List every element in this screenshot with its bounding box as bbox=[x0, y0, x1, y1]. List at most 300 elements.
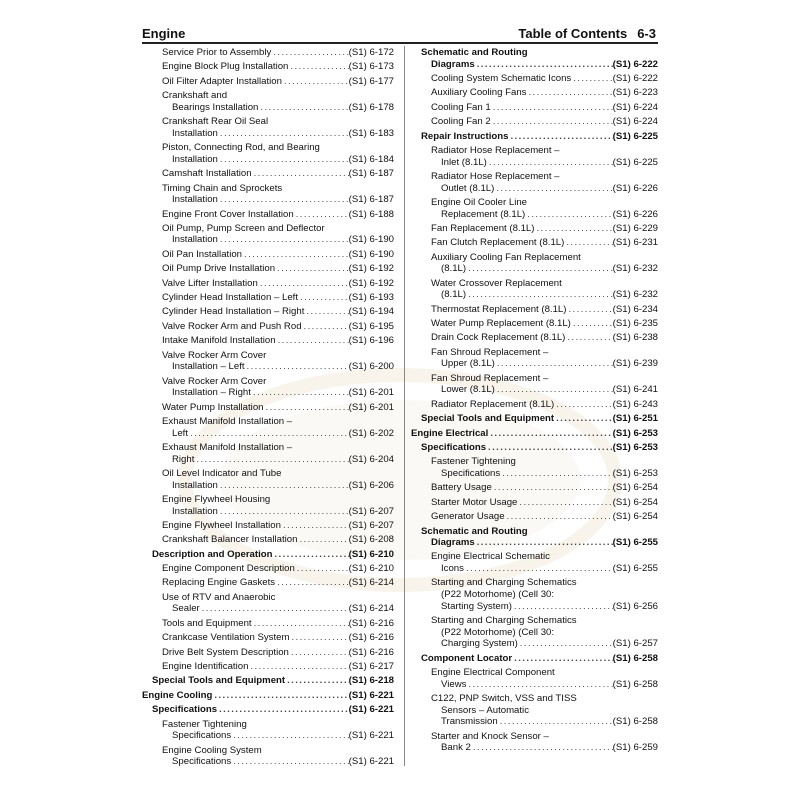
toc-entry-title: Engine Block Plug Installation bbox=[162, 61, 289, 73]
toc-entry[interactable] bbox=[142, 416, 394, 439]
toc-entry-title: Installation – Right bbox=[172, 387, 251, 399]
toc-entry-title: Engine Flywheel Installation bbox=[162, 519, 281, 531]
toc-entry[interactable] bbox=[411, 131, 658, 143]
toc-entry[interactable] bbox=[142, 61, 394, 73]
toc-entry[interactable] bbox=[142, 402, 394, 414]
toc-page-ref: (S1) 6-234 bbox=[612, 303, 658, 315]
toc-entry[interactable] bbox=[411, 551, 658, 574]
toc-entry-title: Radiator Hose Replacement – bbox=[431, 170, 560, 182]
toc-entry[interactable] bbox=[411, 413, 658, 425]
toc-entry-title: Valve Rocker Arm Cover bbox=[162, 375, 267, 387]
toc-entry-title: Valve Lifter Installation bbox=[162, 277, 258, 289]
toc-entry[interactable] bbox=[142, 183, 394, 206]
toc-entry-title: Engine Identification bbox=[162, 661, 249, 673]
toc-entry-title: Installation bbox=[172, 479, 218, 491]
toc-page-ref: (S1) 6-184 bbox=[348, 153, 394, 165]
toc-entry[interactable] bbox=[411, 428, 658, 440]
toc-entry[interactable] bbox=[142, 563, 394, 575]
toc-entry-title: Engine Cooling bbox=[142, 689, 213, 701]
toc-entry[interactable] bbox=[411, 252, 658, 275]
toc-entry-title: Fan Replacement (8.1L) bbox=[431, 222, 535, 234]
toc-entry[interactable] bbox=[142, 47, 394, 59]
toc-page-ref: (S1) 6-221 bbox=[348, 704, 394, 716]
dot-leader bbox=[188, 428, 349, 440]
toc-entry-title: Exhaust Manifold Installation – bbox=[162, 415, 293, 427]
toc-entry[interactable] bbox=[411, 145, 658, 168]
toc-entry[interactable] bbox=[411, 442, 658, 454]
toc-entry-title: Oil Filter Adapter Installation bbox=[162, 75, 282, 87]
toc-entry-title: Specifications bbox=[441, 467, 501, 479]
toc-entry[interactable] bbox=[142, 577, 394, 589]
toc-page-ref: (S1) 6-178 bbox=[348, 101, 394, 113]
dot-leader bbox=[571, 318, 613, 330]
toc-entry[interactable] bbox=[142, 442, 394, 465]
dot-leader bbox=[252, 168, 349, 180]
toc-entry[interactable] bbox=[142, 704, 394, 716]
toc-page-ref: (S1) 6-208 bbox=[348, 534, 394, 546]
dot-leader bbox=[464, 563, 613, 575]
dot-leader bbox=[564, 237, 612, 249]
toc-entry-title: Specifications bbox=[152, 704, 218, 716]
toc-entry[interactable] bbox=[411, 197, 658, 220]
dot-leader bbox=[218, 154, 349, 166]
toc-entry-title: Crankshaft Balancer Installation bbox=[162, 534, 298, 546]
toc-page-ref: (S1) 6-188 bbox=[348, 208, 394, 220]
toc-entry[interactable] bbox=[411, 278, 658, 301]
toc-page-ref: (S1) 6-207 bbox=[348, 505, 394, 517]
toc-entry[interactable] bbox=[142, 116, 394, 139]
toc-entry[interactable] bbox=[142, 719, 394, 742]
dot-leader bbox=[258, 102, 348, 114]
toc-page-ref: (S1) 6-231 bbox=[612, 237, 658, 249]
toc-page-ref: (S1) 6-251 bbox=[612, 413, 658, 425]
toc-page-ref: (S1) 6-216 bbox=[348, 617, 394, 629]
toc-entry[interactable] bbox=[142, 376, 394, 399]
dot-leader bbox=[218, 194, 349, 206]
toc-entry[interactable] bbox=[142, 321, 394, 333]
toc-entry-title: Oil Pump, Pump Screen and Deflector bbox=[162, 222, 325, 234]
toc-entry-title: (P22 Motorhome) (Cell 30: bbox=[441, 589, 555, 601]
toc-entry[interactable] bbox=[142, 549, 394, 561]
toc-entry[interactable] bbox=[142, 209, 394, 221]
toc-entry-title: Fan Shroud Replacement – bbox=[431, 346, 549, 358]
toc-entry-title: Engine Oil Cooler Line bbox=[431, 196, 527, 208]
toc-page-ref: (S1) 6-221 bbox=[348, 730, 394, 742]
toc-entry-title: Starting System) bbox=[441, 600, 512, 612]
toc-entry-title: Service Prior to Assembly bbox=[162, 47, 272, 58]
toc-entry-title: Thermostat Replacement (8.1L) bbox=[431, 303, 567, 315]
dot-leader bbox=[248, 661, 348, 673]
toc-entry-title: Bearings Installation bbox=[172, 101, 259, 113]
toc-entry[interactable] bbox=[411, 653, 658, 665]
dot-leader bbox=[492, 482, 613, 494]
toc-entry[interactable] bbox=[142, 335, 394, 347]
dot-leader bbox=[251, 387, 349, 399]
dot-leader bbox=[194, 454, 348, 466]
toc-page-ref: (S1) 6-225 bbox=[612, 130, 658, 142]
toc-page-ref: (S1) 6-253 bbox=[612, 441, 658, 453]
dot-leader bbox=[508, 131, 612, 143]
dot-leader bbox=[571, 73, 612, 85]
toc-page-ref: (S1) 6-210 bbox=[348, 548, 394, 560]
dot-leader bbox=[212, 690, 348, 702]
toc-entry[interactable] bbox=[142, 76, 394, 88]
toc-entry[interactable] bbox=[411, 526, 658, 549]
toc-entry-title: Engine Component Description bbox=[162, 563, 295, 575]
dot-leader bbox=[500, 468, 612, 480]
toc-entry[interactable] bbox=[411, 47, 658, 70]
toc-entry-title: Specifications bbox=[421, 441, 487, 453]
toc-entry-title: Crankshaft Rear Oil Seal bbox=[162, 116, 269, 128]
dot-leader bbox=[517, 497, 612, 509]
toc-entry[interactable] bbox=[142, 249, 394, 261]
toc-entry-title: Schematic and Routing bbox=[421, 525, 528, 537]
toc-page-ref: (S1) 6-193 bbox=[348, 292, 394, 304]
dot-leader bbox=[275, 577, 349, 589]
toc-entry-title: Crankcase Ventilation System bbox=[162, 632, 290, 644]
toc-page-ref: (S1) 6-232 bbox=[612, 289, 658, 301]
dot-leader bbox=[466, 289, 613, 301]
dot-leader bbox=[495, 358, 613, 370]
toc-page-ref: (S1) 6-210 bbox=[348, 563, 394, 575]
toc-entry[interactable] bbox=[411, 511, 658, 523]
dot-leader bbox=[565, 332, 612, 344]
toc-entry[interactable] bbox=[142, 632, 394, 644]
toc-page-ref: (S1) 6-218 bbox=[348, 675, 394, 687]
toc-page-ref: (S1) 6-222 bbox=[612, 72, 658, 84]
toc-entry-title: Oil Level Indicator and Tube bbox=[162, 467, 282, 479]
toc-page-ref: (S1) 6-207 bbox=[348, 519, 394, 531]
toc-entry-title: Camshaft Installation bbox=[162, 168, 252, 180]
page-number: 6-3 bbox=[637, 26, 656, 41]
toc-page-ref: (S1) 6-235 bbox=[612, 318, 658, 330]
toc-page-ref: (S1) 6-256 bbox=[612, 600, 658, 612]
dot-leader bbox=[200, 603, 349, 615]
dot-leader bbox=[295, 563, 349, 575]
toc-entry-title: Radiator Hose Replacement – bbox=[431, 144, 560, 156]
toc-page-ref: (S1) 6-255 bbox=[612, 563, 658, 575]
toc-entry[interactable] bbox=[411, 318, 658, 330]
toc-entry[interactable] bbox=[411, 116, 658, 128]
dot-leader bbox=[218, 506, 349, 518]
toc-entry[interactable] bbox=[142, 223, 394, 246]
toc-entry-title: Valve Rocker Arm and Push Rod bbox=[162, 320, 302, 332]
toc-entry-title: Engine Electrical Schematic bbox=[431, 551, 550, 563]
toc-entry[interactable] bbox=[411, 482, 658, 494]
toc-entry[interactable] bbox=[142, 306, 394, 318]
toc-page-ref: (S1) 6-183 bbox=[348, 127, 394, 139]
toc-entry-title: Engine Electrical bbox=[411, 427, 489, 439]
toc-page-ref: (S1) 6-229 bbox=[612, 222, 658, 234]
toc-entry-title: Timing Chain and Sprockets bbox=[162, 182, 283, 194]
toc-page-ref: (S1) 6-225 bbox=[612, 156, 658, 168]
toc-page-ref: (S1) 6-173 bbox=[348, 61, 394, 73]
toc-page-ref: (S1) 6-201 bbox=[348, 401, 394, 413]
toc-entry[interactable] bbox=[142, 278, 394, 290]
toc-entry-title: C122, PNP Switch, VSS and TISS bbox=[431, 693, 577, 704]
toc-page-ref: (S1) 6-177 bbox=[348, 75, 394, 87]
toc-entry[interactable] bbox=[142, 661, 394, 673]
toc-entry-title: Upper (8.1L) bbox=[441, 358, 495, 370]
toc-entry[interactable] bbox=[142, 647, 394, 659]
dot-leader bbox=[242, 249, 349, 261]
dot-leader bbox=[466, 679, 612, 691]
toc-entry-title: Charging System) bbox=[441, 638, 518, 650]
toc-page-ref: (S1) 6-187 bbox=[348, 168, 394, 180]
toc-page-ref: (S1) 6-221 bbox=[348, 756, 394, 768]
toc-entry-title: Water Pump Installation bbox=[162, 401, 264, 413]
dot-leader bbox=[298, 292, 349, 304]
toc-entry-title: Starting and Charging Schematics bbox=[431, 615, 577, 627]
toc-column-right bbox=[411, 47, 658, 757]
toc-page-ref: (S1) 6-222 bbox=[612, 58, 658, 70]
toc-entry[interactable] bbox=[411, 87, 658, 99]
dot-leader bbox=[275, 263, 349, 275]
toc-entry[interactable] bbox=[142, 745, 394, 768]
toc-entry-title: Bank 2 bbox=[441, 742, 471, 754]
toc-entry-title: Replacing Engine Gaskets bbox=[162, 577, 276, 589]
toc-entry-title: Cooling Fan 1 bbox=[431, 101, 491, 113]
dot-leader bbox=[304, 306, 348, 318]
toc-entry-title: Special Tools and Equipment bbox=[152, 675, 286, 687]
dot-leader bbox=[281, 520, 349, 532]
dot-leader bbox=[231, 730, 348, 742]
toc-page-ref: (S1) 6-206 bbox=[348, 479, 394, 491]
toc-entry[interactable] bbox=[411, 693, 658, 728]
dot-leader bbox=[525, 209, 612, 221]
toc-entry-title: Views bbox=[441, 678, 467, 690]
dot-leader bbox=[302, 321, 349, 333]
dot-leader bbox=[534, 223, 612, 235]
toc-entry[interactable] bbox=[411, 373, 658, 396]
dot-leader bbox=[487, 157, 613, 169]
dot-leader bbox=[218, 234, 349, 246]
toc-entry-title: Starter Motor Usage bbox=[431, 496, 518, 508]
toc-entry-title: Engine Cooling System bbox=[162, 744, 262, 756]
toc-entry-title: Engine Electrical Component bbox=[431, 667, 555, 679]
toc-page-ref: (S1) 6-255 bbox=[612, 537, 658, 549]
toc-entry[interactable] bbox=[411, 73, 658, 85]
toc-heading bbox=[518, 26, 656, 41]
toc-page-ref: (S1) 6-254 bbox=[612, 496, 658, 508]
toc-entry[interactable] bbox=[411, 399, 658, 411]
dot-leader bbox=[526, 87, 612, 99]
toc-entry[interactable] bbox=[411, 731, 658, 754]
toc-page-ref: (S1) 6-223 bbox=[612, 87, 658, 99]
toc-entry-title: Component Locator bbox=[421, 652, 513, 664]
toc-page-ref: (S1) 6-241 bbox=[612, 384, 658, 396]
toc-entry-title: Transmission bbox=[441, 716, 498, 728]
toc-page-ref: (S1) 6-187 bbox=[348, 194, 394, 206]
dot-leader bbox=[512, 601, 613, 613]
toc-entry[interactable] bbox=[411, 667, 658, 690]
toc-title: Table of Contents bbox=[518, 26, 628, 41]
toc-entry-title: Drain Cock Replacement (8.1L) bbox=[431, 332, 566, 344]
toc-page-ref: (S1) 6-253 bbox=[612, 467, 658, 479]
toc-entry-title: Radiator Replacement (8.1L) bbox=[431, 398, 555, 410]
toc-entry[interactable] bbox=[142, 690, 394, 702]
dot-leader bbox=[285, 675, 349, 687]
toc-entry[interactable] bbox=[142, 468, 394, 491]
page-header bbox=[142, 23, 656, 43]
dot-leader bbox=[498, 716, 613, 728]
toc-entry-title: Oil Pan Installation bbox=[162, 248, 242, 260]
toc-entry[interactable] bbox=[411, 237, 658, 249]
dot-leader bbox=[491, 116, 613, 128]
dot-leader bbox=[495, 384, 613, 396]
toc-page-ref: (S1) 6-238 bbox=[612, 332, 658, 344]
dot-leader bbox=[264, 402, 349, 414]
toc-page-ref: (S1) 6-254 bbox=[612, 511, 658, 523]
toc-entry[interactable] bbox=[142, 263, 394, 275]
dot-leader bbox=[566, 304, 612, 316]
toc-page-ref: (S1) 6-214 bbox=[348, 603, 394, 615]
toc-entry-title: Tools and Equipment bbox=[162, 617, 252, 629]
toc-entry-title: Special Tools and Equipment bbox=[421, 413, 555, 425]
dot-leader bbox=[475, 537, 613, 549]
toc-entry-title: Starter and Knock Sensor – bbox=[431, 730, 549, 742]
dot-leader bbox=[271, 47, 348, 59]
toc-page-ref: (S1) 6-232 bbox=[612, 263, 658, 275]
toc-page-ref: (S1) 6-226 bbox=[612, 182, 658, 194]
toc-entry[interactable] bbox=[142, 168, 394, 180]
dot-leader bbox=[217, 704, 349, 716]
toc-page-ref: (S1) 6-196 bbox=[348, 335, 394, 347]
dot-leader bbox=[288, 61, 348, 73]
toc-entry-title: Oil Pump Drive Installation bbox=[162, 263, 276, 275]
toc-entry-title: (P22 Motorhome) (Cell 30: bbox=[441, 626, 555, 638]
toc-entry[interactable] bbox=[411, 223, 658, 235]
toc-entry[interactable] bbox=[411, 102, 658, 114]
toc-entry[interactable] bbox=[142, 534, 394, 546]
toc-page-ref: (S1) 6-216 bbox=[348, 632, 394, 644]
toc-entry-title: Inlet (8.1L) bbox=[441, 156, 487, 168]
toc-entry[interactable] bbox=[142, 520, 394, 532]
toc-entry-title: Diagrams bbox=[431, 537, 475, 549]
toc-page-ref: (S1) 6-221 bbox=[348, 689, 394, 701]
toc-entry-title: Fan Clutch Replacement (8.1L) bbox=[431, 237, 565, 249]
dot-leader bbox=[294, 209, 349, 221]
toc-entry[interactable] bbox=[142, 592, 394, 615]
dot-leader bbox=[494, 183, 612, 195]
toc-entry-title: Starting and Charging Schematics bbox=[431, 577, 577, 589]
toc-entry[interactable] bbox=[411, 456, 658, 479]
dot-leader bbox=[554, 413, 613, 425]
toc-entry-title: Specifications bbox=[172, 730, 232, 742]
dot-leader bbox=[486, 442, 613, 454]
toc-entry-title: Intake Manifold Installation bbox=[162, 335, 276, 347]
toc-entry[interactable] bbox=[142, 350, 394, 373]
toc-entry-title: Use of RTV and Anaerobic bbox=[162, 591, 276, 603]
toc-entry-title: Fastener Tightening bbox=[162, 718, 247, 730]
toc-entry-title: Generator Usage bbox=[431, 511, 505, 523]
toc-page-ref: (S1) 6-239 bbox=[612, 358, 658, 370]
toc-entry[interactable] bbox=[411, 304, 658, 316]
toc-entry-title: Drive Belt System Description bbox=[162, 646, 289, 658]
toc-page-ref: (S1) 6-202 bbox=[348, 427, 394, 439]
dot-leader bbox=[505, 511, 613, 523]
toc-entry-title: Cylinder Head Installation – Right bbox=[162, 306, 305, 318]
toc-page-ref: (S1) 6-258 bbox=[612, 652, 658, 664]
toc-page-ref: (S1) 6-214 bbox=[348, 577, 394, 589]
toc-entry-title: Left bbox=[172, 427, 189, 439]
toc-entry[interactable] bbox=[142, 142, 394, 165]
dot-leader bbox=[518, 638, 613, 650]
toc-entry[interactable] bbox=[142, 292, 394, 304]
toc-entry[interactable] bbox=[142, 494, 394, 517]
toc-entry[interactable] bbox=[142, 618, 394, 630]
toc-entry-title: Piston, Connecting Rod, and Bearing bbox=[162, 142, 320, 154]
toc-entry-title: Sealer bbox=[172, 603, 200, 615]
dot-leader bbox=[466, 263, 613, 275]
toc-page-ref: (S1) 6-194 bbox=[348, 306, 394, 318]
toc-entry-title: Installation bbox=[172, 234, 218, 246]
header-rule bbox=[142, 42, 658, 44]
toc-entry-title: Water Pump Replacement (8.1L) bbox=[431, 318, 571, 330]
toc-page-ref: (S1) 6-254 bbox=[612, 482, 658, 494]
dot-leader bbox=[554, 399, 612, 411]
toc-page-ref: (S1) 6-192 bbox=[348, 277, 394, 289]
toc-page-ref: (S1) 6-190 bbox=[348, 234, 394, 246]
toc-entry-title: Sensors – Automatic bbox=[441, 704, 529, 716]
toc-entry[interactable] bbox=[411, 615, 658, 650]
toc-page-ref: (S1) 6-217 bbox=[348, 661, 394, 673]
toc-entry-title: Fastener Tightening bbox=[431, 456, 516, 468]
toc-entry-title: Icons bbox=[441, 563, 464, 575]
toc-entry-title: Installation – Left bbox=[172, 361, 245, 373]
toc-page-ref: (S1) 6-195 bbox=[348, 320, 394, 332]
toc-page-ref: (S1) 6-190 bbox=[348, 248, 394, 260]
toc-entry-title: Exhaust Manifold Installation – bbox=[162, 441, 293, 453]
toc-page-ref: (S1) 6-224 bbox=[612, 101, 658, 113]
toc-entry[interactable] bbox=[411, 577, 658, 612]
toc-entry[interactable] bbox=[142, 90, 394, 113]
toc-entry-title: Water Crossover Replacement bbox=[431, 277, 562, 289]
toc-entry-title: Installation bbox=[172, 194, 218, 206]
toc-entry-title: Crankshaft and bbox=[162, 90, 228, 102]
toc-page-ref: (S1) 6-192 bbox=[348, 263, 394, 275]
dot-leader bbox=[491, 102, 613, 114]
dot-leader bbox=[245, 361, 349, 373]
toc-column-left bbox=[142, 47, 394, 771]
toc-entry-title: (8.1L) bbox=[441, 263, 467, 275]
toc-entry-title: Auxiliary Cooling Fan Replacement bbox=[431, 251, 581, 263]
toc-entry[interactable] bbox=[411, 332, 658, 344]
toc-entry-title: Lower (8.1L) bbox=[441, 384, 495, 396]
toc-entry-title: (8.1L) bbox=[441, 289, 467, 301]
toc-page-ref: (S1) 6-243 bbox=[612, 398, 658, 410]
toc-entry[interactable] bbox=[411, 497, 658, 509]
toc-page-ref: (S1) 6-259 bbox=[612, 742, 658, 754]
toc-entry[interactable] bbox=[411, 347, 658, 370]
toc-entry[interactable] bbox=[411, 171, 658, 194]
toc-entry-title: Diagrams bbox=[431, 58, 475, 70]
toc-entry-title: Cylinder Head Installation – Left bbox=[162, 292, 298, 304]
dot-leader bbox=[258, 278, 349, 290]
toc-page-ref: (S1) 6-258 bbox=[612, 716, 658, 728]
toc-entry-title: Cooling System Schematic Icons bbox=[431, 72, 572, 84]
toc-entry-title: Installation bbox=[172, 505, 218, 517]
toc-page-ref: (S1) 6-204 bbox=[348, 453, 394, 465]
toc-entry-title: Engine Flywheel Housing bbox=[162, 493, 271, 505]
dot-leader bbox=[512, 653, 613, 665]
toc-entry-title: Replacement (8.1L) bbox=[441, 208, 526, 220]
dot-leader bbox=[218, 128, 349, 140]
toc-page-ref: (S1) 6-258 bbox=[612, 678, 658, 690]
dot-leader bbox=[289, 647, 349, 659]
toc-entry-title: Valve Rocker Arm Cover bbox=[162, 349, 267, 361]
toc-entry[interactable] bbox=[142, 675, 394, 687]
